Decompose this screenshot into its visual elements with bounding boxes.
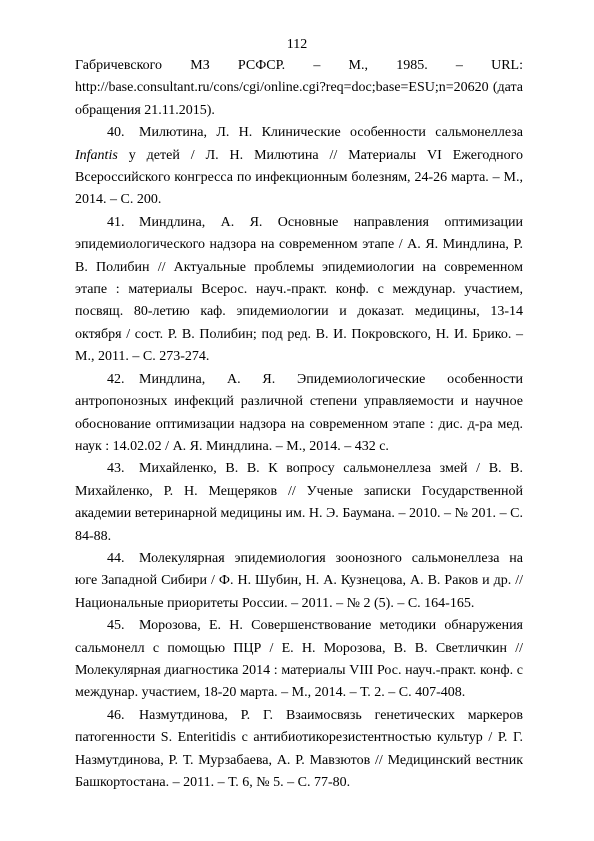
reference-text: Морозова, Е. Н. Совершенствование методики обнаружения сальмонелл с помощью ПЦР / Е. Н. Морозова, В. В. Светличкин // Молекулярная диагностика 2014 : материалы VIII Рос. науч.-практ. конф. с междунар. участием, 18-20 марта. – М., 2014. – Т. 2. – С. 407-408.	[75, 618, 523, 701]
reference-entry-40	[75, 122, 523, 212]
reference-entry-44	[75, 548, 523, 615]
reference-number: 44.	[107, 550, 125, 566]
reference-number: 42.	[107, 371, 125, 387]
reference-text: Назмутдинова, Р. Г. Взаимосвязь генетических маркеров патогенности S. Enteritidis с антибиотикорезистентностью культур / Р. Г. Назмутдинова, Р. Т. Мурзабаева, А. Р. Мавзютов // Медицинский вестник Башкортостана. – 2011. – Т. 6, № 5. – С. 77-80.	[75, 707, 523, 790]
reference-text: Молекулярная эпидемиология зоонозного сальмонеллеза на юге Западной Сибири / Ф. Н. Шубин, Н. А. Кузнецова, А. В. Раков и др. // Национальные приоритеты России. – 2011. – № 2 (5). – С. 164-165.	[75, 550, 523, 611]
reference-number: 43.	[107, 461, 125, 477]
reference-text-end: у детей / Л. Н. Милютина // Материалы VI Ежегодного Всероссийского конгресса по инфекционным болезням, 24-26 марта. – М., 2014. – С. 200.	[75, 147, 523, 208]
reference-number: 41.	[107, 214, 125, 230]
reference-entry-42	[75, 369, 523, 459]
reference-text: Михайленко, В. В. К вопросу сальмонеллеза змей / В. В. Михайленко, Р. Н. Мещеряков // Ученые записки Государственной академии ветеринарной медицины им. Н. Э. Баумана. – 2010. – № 201. – С. 84-88.	[75, 461, 523, 544]
page-number: 112	[286, 37, 308, 52]
reference-text-start: Милютина, Л. Н. Клинические особенности сальмонеллеза	[139, 125, 523, 141]
reference-number: 45.	[107, 618, 125, 634]
reference-entry-45	[75, 615, 523, 705]
reference-list	[75, 55, 523, 794]
reference-url-row	[75, 77, 523, 99]
reference-continuation-line: Габричевского МЗ РСФСР. – М., 1985. – URL:	[75, 58, 523, 73]
reference-entry-43	[75, 458, 523, 548]
access-date-prefix: (дата	[492, 80, 523, 96]
reference-number: 40.	[107, 125, 125, 141]
reference-url: http://base.consultant.ru/cons/cgi/online.cgi?req=doc;base=ESU;n=20620	[75, 80, 489, 96]
reference-italic-term: Infantis	[75, 147, 118, 163]
reference-text: Миндлина, А. Я. Эпидемиологические особенности антропонозных инфекций различной степени управляемости и научное обоснование оптимизации надзора на современном этапе : дис. д-ра мед. наук : 14.02.02 / А. Я. Миндлина. – М., 2014. – 432 с.	[75, 371, 523, 454]
reference-text: Миндлина, А. Я. Основные направления оптимизации эпидемиологического надзора на современном этапе / А. Я. Миндлина, Р. В. Полибин // Актуальные проблемы эпидемиологии на современном этапе : материалы Всерос. науч.-практ. конф. с междунар. участием, посвящ. 80-летию каф. эпидемиологии и доказат. медицины, 13-14 октября / сост. Р. В. Полибин; под ред. В. И. Покровского, Н. И. Брико. – М., 2011. – С. 273-274.	[75, 214, 523, 365]
access-date-line: обращения 21.11.2015).	[75, 102, 215, 118]
reference-entry-46	[75, 705, 523, 795]
reference-entry-41	[75, 212, 523, 369]
reference-number: 46.	[107, 707, 125, 723]
